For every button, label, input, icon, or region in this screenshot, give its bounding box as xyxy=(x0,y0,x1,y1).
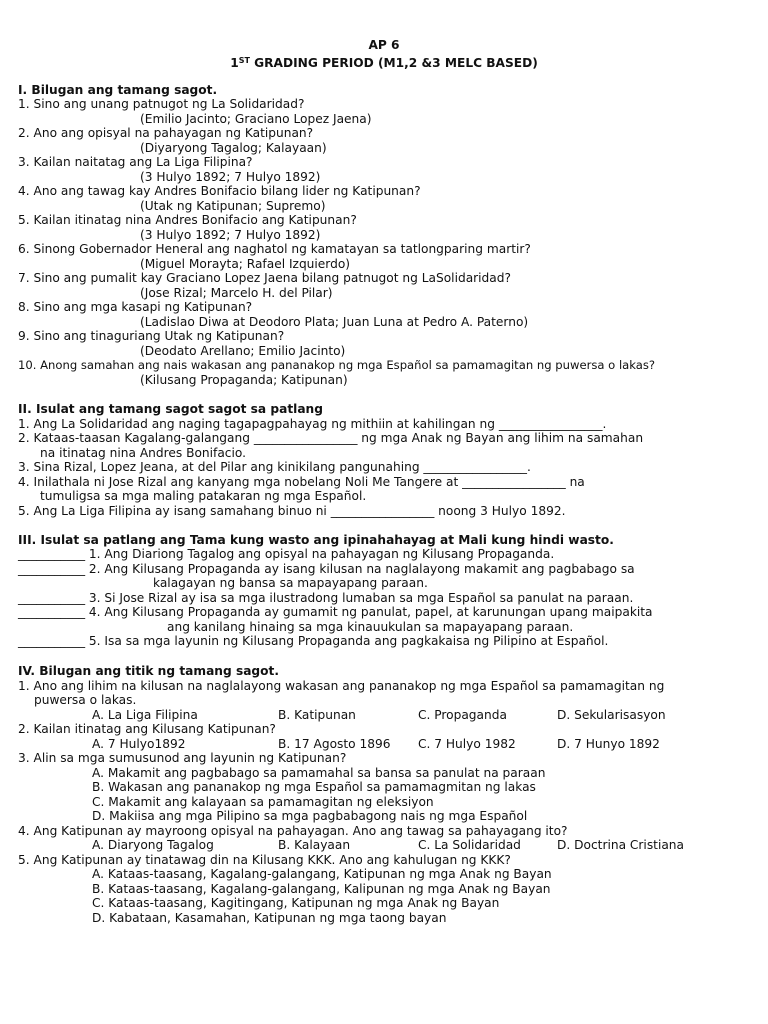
s4-q3-choice-d: D. Makiisa ang mga Pilipino sa mga pagbabagong nais ng mga Español xyxy=(92,809,528,823)
s4-q1-choice-d: D. Sekularisasyon xyxy=(557,708,666,722)
s3-line-2-cont: kalagayan ng bansa sa mapayapang paraan. xyxy=(153,576,428,590)
s1-question-2: 2. Ano ang opisyal na pahayagan ng Katipunan? xyxy=(18,126,314,140)
grading-ordinal: 1 xyxy=(230,56,239,70)
s4-q1-choice-c: C. Propaganda xyxy=(418,708,507,722)
s4-q3-choice-b: B. Wakasan ang pananakop ng mga Español sa pamamagmitan ng lakas xyxy=(92,780,536,794)
s4-question-1-cont: puwersa o lakas. xyxy=(34,693,137,707)
s1-choices-7: (Jose Rizal; Marcelo H. del Pilar) xyxy=(140,286,333,300)
s4-q4-choice-b: B. Kalayaan xyxy=(278,838,351,852)
section-2-title: II. Isulat ang tamang sagot sagot sa patlang xyxy=(18,402,323,416)
s2-line-2: 2. Kataas-taasan Kagalang-galangang _________________ ng mga Anak ng Bayan ang lihim na samahan xyxy=(18,431,644,445)
s1-choices-3: (3 Hulyo 1892; 7 Hulyo 1892) xyxy=(140,170,321,184)
s4-q4-choice-c: C. La Solidaridad xyxy=(418,838,521,852)
s2-line-1: 1. Ang La Solidaridad ang naging tagapagpahayag ng mithiin at kahilingan ng _________________. xyxy=(18,417,607,431)
s1-question-8: 8. Sino ang mga kasapi ng Katipunan? xyxy=(18,300,253,314)
s2-line-5: 5. Ang La Liga Filipina ay isang samahang binuo ni _________________ noong 3 Hulyo 1892. xyxy=(18,504,566,518)
s1-choices-6: (Miguel Morayta; Rafael Izquierdo) xyxy=(140,257,351,271)
s4-question-3: 3. Alin sa mga sumusunod ang layunin ng Katipunan? xyxy=(18,751,347,765)
s4-q4-choice-a: A. Diaryong Tagalog xyxy=(92,838,214,852)
grading-ordinal-suffix: ST xyxy=(238,56,250,65)
s2-line-2-cont: na itinatag nina Andres Bonifacio. xyxy=(40,446,246,460)
s4-q5-choice-b: B. Kataas-taasang, Kagalang-galangang, Kalipunan ng mga Anak ng Bayan xyxy=(92,882,551,896)
s3-line-3: ___________ 3. Si Jose Rizal ay isa sa mga ilustradong lumaban sa mga Español sa panulat na paraan. xyxy=(18,591,634,605)
s1-choices-8: (Ladislao Diwa at Deodoro Plata; Juan Luna at Pedro A. Paterno) xyxy=(140,315,529,329)
s2-line-3: 3. Sina Rizal, Lopez Jeana, at del Pilar ang kinikilang pangunahing _________________. xyxy=(18,460,531,474)
s1-question-6: 6. Sinong Gobernador Heneral ang naghatol ng kamatayan sa tatlongparing martir? xyxy=(18,242,531,256)
s1-question-4: 4. Ano ang tawag kay Andres Bonifacio bilang lider ng Katipunan? xyxy=(18,184,421,198)
s4-question-2: 2. Kailan itinatag ang Kilusang Katipunan? xyxy=(18,722,276,736)
s4-q3-choice-a: A. Makamit ang pagbabago sa pamamahal sa bansa sa panulat na paraan xyxy=(92,766,546,780)
subject-title: AP 6 xyxy=(368,38,400,52)
s4-q5-choice-c: C. Kataas-taasang, Kagitingang, Katipunan ng mga Anak ng Bayan xyxy=(92,896,500,910)
grading-period-text: GRADING PERIOD (M1,2 &3 MELC BASED) xyxy=(249,56,538,70)
s1-question-7: 7. Sino ang pumalit kay Graciano Lopez Jaena bilang patnugot ng LaSolidaridad? xyxy=(18,271,511,285)
s3-line-4-cont: ang kanilang hinaing sa mga kinauukulan sa mapayapang paraan. xyxy=(167,620,574,634)
s1-question-3: 3. Kailan naitatag ang La Liga Filipina? xyxy=(18,155,253,169)
grading-period-title xyxy=(0,53,768,71)
s4-question-5: 5. Ang Katipunan ay tinatawag din na Kilusang KKK. Ano ang kahulugan ng KKK? xyxy=(18,853,511,867)
s4-q3-choice-c: C. Makamit ang kalayaan sa pamamagitan ng eleksiyon xyxy=(92,795,434,809)
section-4-title: IV. Bilugan ang titik ng tamang sagot. xyxy=(18,664,279,678)
s4-question-1: 1. Ano ang lihim na kilusan na naglalayong wakasan ang pananakop ng mga Español sa pamamagitan ng xyxy=(18,679,665,693)
s1-choices-1: (Emilio Jacinto; Graciano Lopez Jaena) xyxy=(140,112,372,126)
s4-q5-choice-d: D. Kabataan, Kasamahan, Katipunan ng mga taong bayan xyxy=(92,911,447,925)
s1-question-1: 1. Sino ang unang patnugot ng La Solidaridad? xyxy=(18,97,305,111)
s1-question-5: 5. Kailan itinatag nina Andres Bonifacio ang Katipunan? xyxy=(18,213,357,227)
s4-q2-choice-d: D. 7 Hunyo 1892 xyxy=(557,737,660,751)
section-1-title: I. Bilugan ang tamang sagot. xyxy=(18,83,218,97)
s4-q2-choice-a: A. 7 Hulyo1892 xyxy=(92,737,186,751)
s1-question-9: 9. Sino ang tinaguriang Utak ng Katipunan? xyxy=(18,329,285,343)
s4-q1-choice-b: B. Katipunan xyxy=(278,708,356,722)
s1-question-10: 10. Anong samahan ang nais wakasan ang pananakop ng mga Español sa pamamagitan ng puwersa o lakas? xyxy=(18,358,656,372)
section-3-title: III. Isulat sa patlang ang Tama kung wasto ang ipinahahayag at Mali kung hindi wasto. xyxy=(18,533,614,547)
s4-q2-choice-c: C. 7 Hulyo 1982 xyxy=(418,737,516,751)
s4-q2-choice-b: B. 17 Agosto 1896 xyxy=(278,737,391,751)
s1-choices-4: (Utak ng Katipunan; Supremo) xyxy=(140,199,326,213)
s4-question-4: 4. Ang Katipunan ay mayroong opisyal na pahayagan. Ano ang tawag sa pahayagang ito? xyxy=(18,824,568,838)
s1-choices-2: (Diyaryong Tagalog; Kalayaan) xyxy=(140,141,327,155)
s4-q5-choice-a: A. Kataas-taasang, Kagalang-galangang, Katipunan ng mga Anak ng Bayan xyxy=(92,867,552,881)
s1-choices-5: (3 Hulyo 1892; 7 Hulyo 1892) xyxy=(140,228,321,242)
s1-choices-9: (Deodato Arellano; Emilio Jacinto) xyxy=(140,344,346,358)
s3-line-1: ___________ 1. Ang Diariong Tagalog ang opisyal na pahayagan ng Kilusang Propaganda. xyxy=(18,547,555,561)
s4-q4-choice-d: D. Doctrina Cristiana xyxy=(557,838,684,852)
s3-line-5: ___________ 5. Isa sa mga layunin ng Kilusang Propaganda ang pagkakaisa ng Pilipino at Español. xyxy=(18,634,609,648)
s4-q1-choice-a: A. La Liga Filipina xyxy=(92,708,198,722)
s3-line-4: ___________ 4. Ang Kilusang Propaganda ay gumamit ng panulat, papel, at karunungan upang maipakita xyxy=(18,605,653,619)
s3-line-2: ___________ 2. Ang Kilusang Propaganda ay isang kilusan na naglalayong makamit ang pagbabago sa xyxy=(18,562,635,576)
s1-choices-10: (Kilusang Propaganda; Katipunan) xyxy=(140,373,348,387)
s2-line-4: 4. Inilathala ni Jose Rizal ang kanyang mga nobelang Noli Me Tangere at _________________ na xyxy=(18,475,585,489)
s2-line-4-cont: tumuligsa sa mga maling patakaran ng mga Español. xyxy=(40,489,367,503)
